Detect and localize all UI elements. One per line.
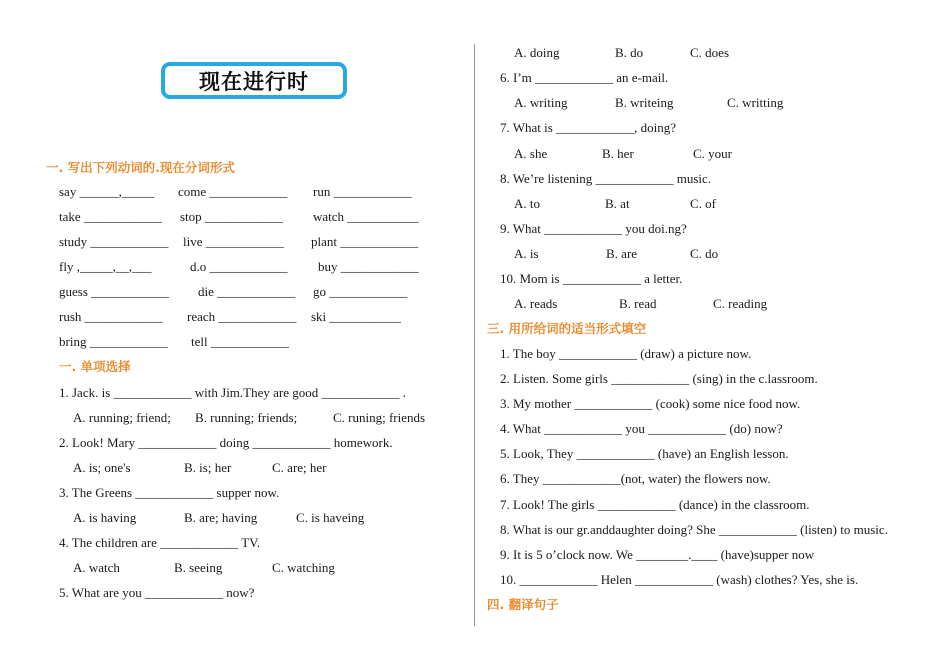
mc-option: C. is haveing <box>296 510 365 525</box>
verb-item: die ____________ <box>198 284 296 299</box>
mc-option: B. seeing <box>174 560 223 575</box>
verb-item: fly ,_____,__,___ <box>59 259 152 274</box>
fill-item: 6. They ____________(not, water) the flowers now. <box>500 471 771 486</box>
mc-question: 5. What are you ____________ now? <box>59 585 255 600</box>
mc-option: A. is having <box>73 510 137 525</box>
mc-option: B. writeing <box>615 95 674 110</box>
verb-item: rush ____________ <box>59 309 163 324</box>
verb-item: guess ____________ <box>59 284 170 299</box>
verb-item: say ______,_____ <box>59 184 155 199</box>
mc-option: C. runing; friends <box>333 410 426 425</box>
verb-item: run ____________ <box>313 184 412 199</box>
mc-question: 4. The children are ____________ TV. <box>59 535 261 550</box>
page-title: 现在进行时 <box>199 69 309 94</box>
mc-option: C. your <box>693 146 732 161</box>
verb-item: reach ____________ <box>187 309 297 324</box>
mc-question: 3. The Greens ____________ supper now. <box>59 485 280 500</box>
mc-question: 9. What ____________ you doi.ng? <box>500 221 687 236</box>
mc-option: B. at <box>605 196 630 211</box>
section-1-heading: 一. 写出下列动词的.现在分词形式 <box>46 160 235 175</box>
mc-question: 7. What is ____________, doing? <box>500 120 676 135</box>
mc-option: C. writting <box>727 95 784 110</box>
verb-item: watch ___________ <box>313 209 419 224</box>
verb-item: bring ____________ <box>59 334 168 349</box>
mc-option: C. does <box>690 45 729 60</box>
mc-option: B. read <box>619 296 657 311</box>
fill-item: 9. It is 5 o’clock now. We ________.____ (have)supper now <box>500 547 815 562</box>
verb-item: live ____________ <box>183 234 284 249</box>
verb-item: plant ____________ <box>311 234 419 249</box>
mc-option: A. to <box>514 196 540 211</box>
fill-item: 5. Look, They ____________ (have) an English lesson. <box>500 446 789 461</box>
mc-option: A. reads <box>514 296 558 311</box>
mc-option: A. running; friend; <box>73 410 171 425</box>
fill-item: 1. The boy ____________ (draw) a picture now. <box>500 346 752 361</box>
verb-item: study ____________ <box>59 234 169 249</box>
mc-option: B. are; having <box>184 510 258 525</box>
verb-item: ski ___________ <box>311 309 401 324</box>
verb-item: take ____________ <box>59 209 162 224</box>
mc-option: A. writing <box>514 95 568 110</box>
verb-item: tell ____________ <box>191 334 289 349</box>
fill-item: 10. ____________ Helen ____________ (wash) clothes? Yes, she is. <box>500 572 859 587</box>
mc-option: A. watch <box>73 560 120 575</box>
page-title-box <box>161 62 347 99</box>
mc-option: B. do <box>615 45 644 60</box>
mc-question: 10. Mom is ____________ a letter. <box>500 271 683 286</box>
mc-option: B. running; friends; <box>195 410 298 425</box>
mc-option: A. she <box>514 146 548 161</box>
mc-option: A. is; one's <box>73 460 131 475</box>
fill-item: 8. What is our gr.anddaughter doing? She ____________ (listen) to music. <box>500 522 888 537</box>
mc-option: C. of <box>690 196 716 211</box>
verb-item: d.o ____________ <box>190 259 288 274</box>
verb-item: go ____________ <box>313 284 408 299</box>
section-3-heading: 三. 用所给词的适当形式填空 <box>487 321 647 336</box>
mc-option: C. are; her <box>272 460 327 475</box>
column-divider <box>474 44 475 626</box>
mc-question: 1. Jack. is ____________ with Jim.They are good ____________ . <box>59 385 406 400</box>
mc-question: 2. Look! Mary ____________ doing ____________ homework. <box>59 435 393 450</box>
mc-option: B. are <box>606 246 638 261</box>
mc-question: 6. I’m ____________ an e-mail. <box>500 70 669 85</box>
mc-option: C. reading <box>713 296 768 311</box>
mc-option: C. watching <box>272 560 335 575</box>
mc-question: 8. We’re listening ____________ music. <box>500 171 712 186</box>
verb-item: come ____________ <box>178 184 288 199</box>
section-4-heading: 四. 翻译句子 <box>487 597 559 612</box>
mc-option: C. do <box>690 246 719 261</box>
mc-option: A. is <box>514 246 539 261</box>
verb-item: stop ____________ <box>180 209 283 224</box>
mc-option: B. is; her <box>184 460 232 475</box>
fill-item: 2. Listen. Some girls ____________ (sing) in the c.lassroom. <box>500 371 818 386</box>
fill-item: 3. My mother ____________ (cook) some nice food now. <box>500 396 801 411</box>
fill-item: 7. Look! The girls ____________ (dance) in the classroom. <box>500 497 810 512</box>
mc-option: B. her <box>602 146 634 161</box>
fill-item: 4. What ____________ you ____________ (do) now? <box>500 421 783 436</box>
mc-option: A. doing <box>514 45 560 60</box>
section-2-heading: 一. 单项选择 <box>59 359 131 374</box>
verb-item: buy ____________ <box>318 259 419 274</box>
